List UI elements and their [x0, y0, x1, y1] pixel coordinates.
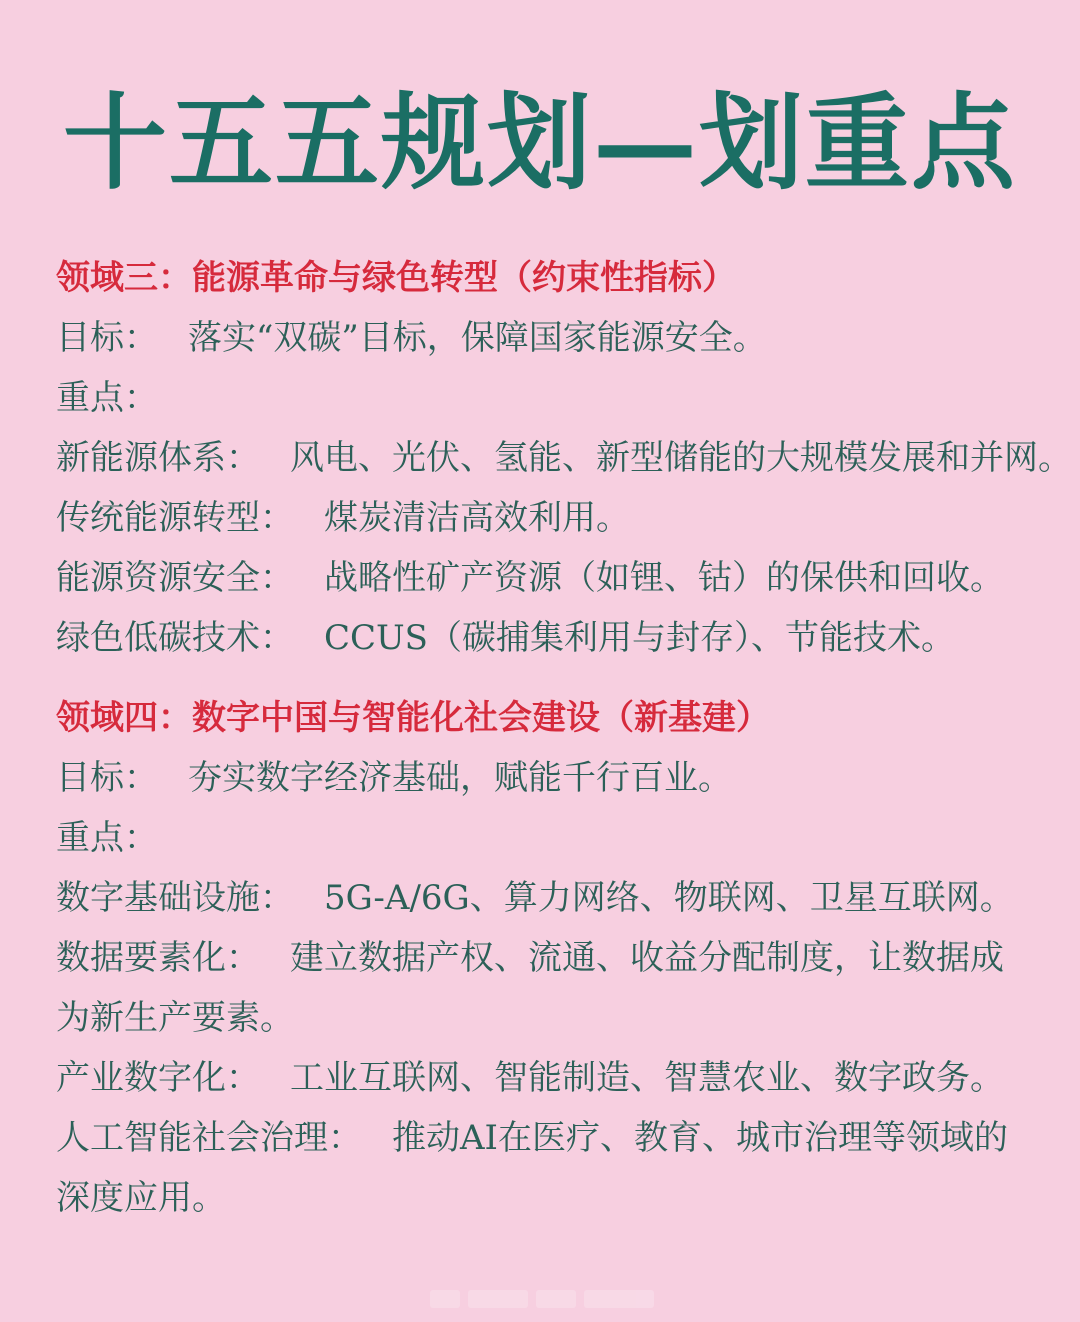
focus-item-label: 能源资源安全：: [56, 558, 294, 598]
goal-label: 目标：: [56, 758, 158, 798]
focus-item-text: 推动AI在医疗、教育、城市治理等领域的深度应用。: [56, 1118, 1008, 1218]
focus-item-label: 新能源体系：: [56, 438, 260, 478]
watermark: [430, 1290, 660, 1312]
section-heading: 领域三：能源革命与绿色转型（约束性指标）: [56, 258, 736, 298]
focus-item: [56, 1048, 1036, 1108]
focus-item: [56, 868, 1036, 928]
focus-item: [56, 928, 1021, 1048]
focus-item-text: 战略性矿产资源（如锂、钴）的保供和回收。: [324, 558, 1004, 598]
goal-text: 落实“双碳”目标，保障国家能源安全。: [188, 318, 767, 358]
focus-item-label: 传统能源转型：: [56, 498, 294, 538]
goal-row: [56, 748, 1036, 808]
focus-item: [56, 1108, 1021, 1228]
goal-label: 目标：: [56, 318, 158, 358]
focus-item: [56, 488, 1036, 548]
focus-item-text: 风电、光伏、氢能、新型储能的大规模发展和并网。: [290, 438, 1072, 478]
focus-label: 重点：: [56, 378, 158, 418]
page-title: 十五五规划—划重点: [62, 81, 1017, 204]
goal-text: 夯实数字经济基础，赋能千行百业。: [188, 758, 732, 798]
section-digital: [56, 688, 1036, 1228]
goal-row: [56, 308, 1036, 368]
focus-item-label: 产业数字化：: [56, 1058, 260, 1098]
focus-item: [56, 548, 1036, 608]
focus-item: [56, 428, 1072, 488]
focus-item-text: 煤炭清洁高效利用。: [324, 498, 630, 538]
focus-item-text: 工业互联网、智能制造、智慧农业、数字政务。: [290, 1058, 1004, 1098]
section-heading: 领域四：数字中国与智能化社会建设（新基建）: [56, 698, 770, 738]
focus-item-text: 建立数据产权、流通、收益分配制度，让数据成为新生产要素。: [56, 938, 1004, 1038]
focus-item-text: CCUS（碳捕集利用与封存）、节能技术。: [324, 618, 955, 658]
focus-item-label: 绿色低碳技术：: [56, 618, 294, 658]
focus-label: 重点：: [56, 818, 158, 858]
focus-item-text: 5G-A/6G、算力网络、物联网、卫星互联网。: [324, 878, 1014, 918]
section-energy: [56, 248, 1072, 668]
focus-item-label: 数据要素化：: [56, 938, 260, 978]
focus-item: [56, 608, 1036, 668]
focus-item-label: 人工智能社会治理：: [56, 1118, 362, 1158]
focus-item-label: 数字基础设施：: [56, 878, 294, 918]
